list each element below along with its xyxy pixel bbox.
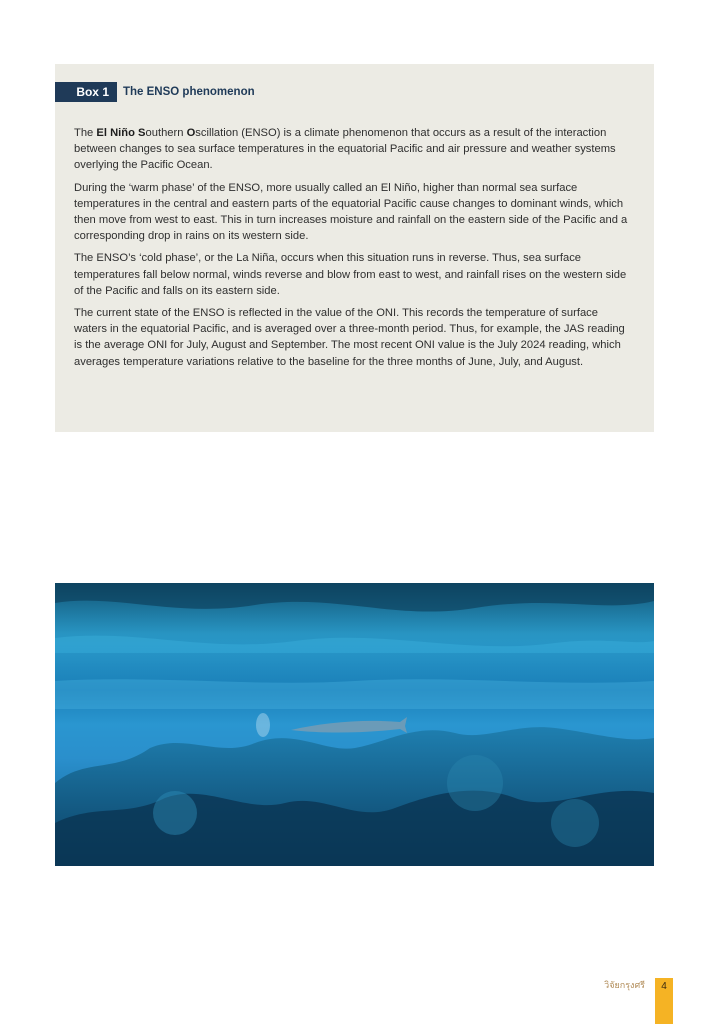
page-number-tab — [655, 978, 673, 1024]
underwater-illustration — [55, 583, 654, 866]
paragraph-2: During the ‘warm phase’ of the ENSO, more usually called an El Niño, higher than normal sea surface temperatures in the central and eastern parts of the equatorial Pacific cause changes to dominant winds, which then move from west to east. This in turn increases moisture and rainfall on the eastern side of the Pacific and a corresponding drop in rains on its western side. — [74, 181, 628, 243]
footer-brand: วิจัยกรุงศรี — [604, 980, 645, 990]
page-number: 4 — [661, 981, 667, 992]
paragraph-1: The El Niño Southern Oscillation (ENSO) is a climate phenomenon that occurs as a result of the interaction between changes to sea surface temperatures in the equatorial Pacific and air pressure and weather systems overlying the Pacific Ocean. — [74, 127, 616, 172]
box-label-text: Box 1 — [76, 85, 109, 99]
box-body — [74, 125, 634, 376]
box-label — [55, 82, 117, 102]
enso-box — [55, 64, 654, 432]
underwater-photo — [55, 583, 654, 866]
paragraph-3: The ENSO’s ‘cold phase’, or the La Niña, occurs when this situation runs in reverse. Thus, sea surface temperatures fall below normal, winds reverse and blow from east to west, and rainfall rises on the western side of the Pacific and falls on its eastern side. — [74, 252, 627, 297]
box-title: The ENSO phenomenon — [123, 86, 255, 98]
paragraph-4: The current state of the ENSO is reflected in the value of the ONI. This records the temperature of surface waters in the equatorial Pacific, and is averaged over a three-month period. Thus, for example, the JAS reading is the average ONI for July, August and September. The most recent ONI value is the July 2024 reading, which averages temperature variations relative to the baseline for the three months of June, July, and August. — [74, 307, 625, 368]
